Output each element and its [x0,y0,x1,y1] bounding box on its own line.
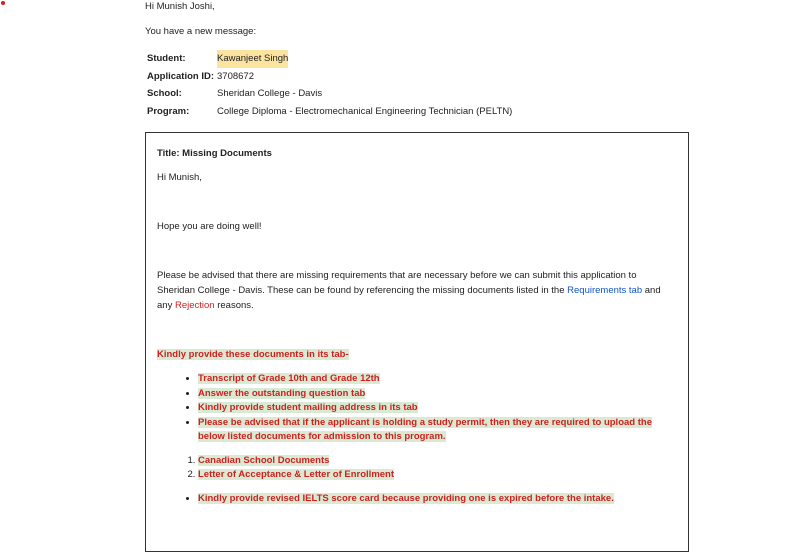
required-documents-list [157,454,677,483]
request-heading-text: Kindly provide these documents in its tab- [157,349,349,360]
new-message-intro: You have a new message: [145,26,257,37]
program-value: College Diploma - Electromechanical Engineering Technician (PELTN) [217,105,513,117]
paragraph-text-1: Please be advised that there are missing requirements that are necessary before we can submit this application to Sheridan College - Davis. These can be found by referencing the missing documents listed in the [157,270,637,296]
program-row [147,103,512,121]
paragraph-text-2: and any [157,285,661,311]
application-id-row [147,68,512,86]
list-item-text: Transcript of Grade 10th and Grade 12th [198,373,380,384]
list-item [198,401,677,416]
list-item-text: Please be advised that if the applicant is holding a study permit, then they are required to upload the below listed documents for admission to this program. [198,416,652,442]
student-label: Student: [147,53,186,64]
application-id-value: 3708672 [217,70,254,82]
document-bullet-list [157,372,677,445]
list-item [198,492,677,507]
school-value: Sheridan College - Davis [217,88,323,99]
list-item-text: Kindly provide revised IELTS score card because providing one is expired before the intake. [198,492,614,504]
request-heading [157,347,677,362]
message-paragraph [157,268,677,313]
message-wellwish: Hope you are doing well! [157,221,262,232]
message-title: Title: Missing Documents [157,148,272,159]
message-salutation: Hi Munish, [157,172,202,183]
requirements-tab-link[interactable]: Requirements tab [567,285,643,296]
numbered-item-text: Canadian School Documents [198,454,330,466]
list-item [198,416,677,445]
program-label: Program: [147,105,190,117]
message-box [145,132,689,552]
application-id-label: Application ID: [147,70,215,82]
school-row [147,85,512,103]
rejection-link[interactable]: Rejection [174,300,215,311]
application-info [147,50,512,120]
notification-dot [1,1,5,5]
paragraph-text-3: reasons. [214,300,254,311]
school-label: School: [147,88,182,99]
ielts-bullet-list [157,492,677,507]
numbered-item [198,454,677,469]
list-item [198,387,677,402]
list-item-text: Answer the outstanding question tab [198,387,366,399]
student-name: Kawanjeet Singh [217,50,288,68]
student-row [147,50,512,68]
list-item [198,372,677,387]
list-item-text: Kindly provide student mailing address in its tab [198,402,418,413]
email-greeting: Hi Munish Joshi, [145,1,215,12]
numbered-item-text: Letter of Acceptance & Letter of Enrollment [198,469,395,480]
numbered-item [198,468,677,483]
